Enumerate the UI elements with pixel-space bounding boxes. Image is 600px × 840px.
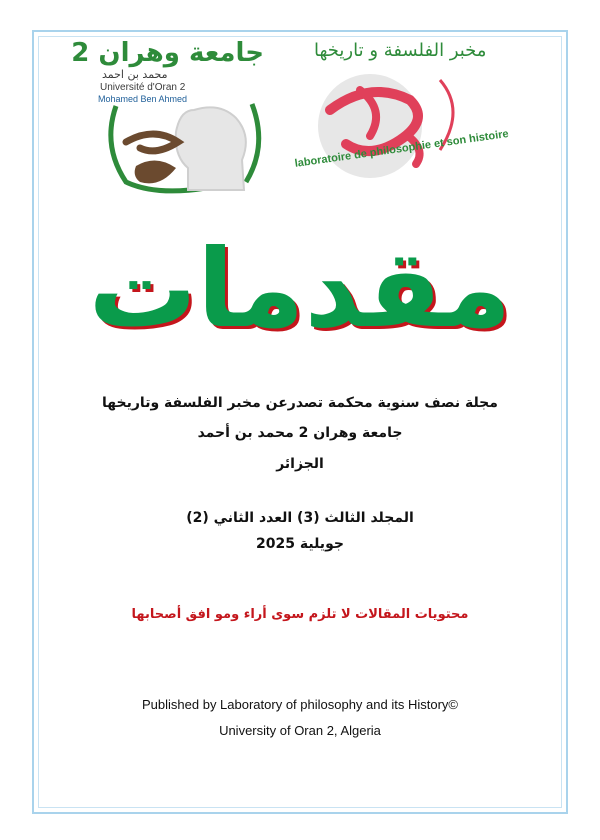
publisher-line: Published by Laboratory of philosophy and its History© [142, 697, 458, 712]
country: الجزائر [276, 456, 324, 472]
laboratory-logo [290, 40, 510, 200]
volume-issue: المجلد الثالث (3) العدد الثاني (2) [186, 510, 414, 526]
lion-emblem-icon [96, 96, 272, 196]
disclaimer: محتويات المقالات لا تلزم سوى أراء ومو افق أصحابها [131, 607, 469, 622]
university-logo-french-name: Université d'Oran 2 [100, 82, 186, 93]
journal-title: مقدمات [88, 227, 512, 352]
laboratory-logo-arabic-name: مخبر الفلسفة و تاريخها [314, 40, 487, 61]
university-logo [71, 38, 272, 196]
location-line: University of Oran 2, Algeria [219, 723, 381, 738]
university-logo-french-sub: Mohamed Ben Ahmed [98, 94, 188, 104]
university-logo-arabic-name: جامعة وهران 2 [71, 38, 264, 68]
issue-date: جويلية 2025 [256, 536, 344, 552]
university-name: جامعة وهران 2 محمد بن أحمد [197, 425, 403, 441]
laboratory-emblem-icon [290, 40, 480, 200]
journal-description: مجلة نصف سنوية محكمة تصدرعن مخبر الفلسفة وتاريخها [102, 395, 498, 411]
laboratory-logo-french-name: laboratoire de philosophie et son histoire [294, 127, 510, 170]
university-logo-arabic-sub: محمد بن احمد [102, 68, 168, 81]
